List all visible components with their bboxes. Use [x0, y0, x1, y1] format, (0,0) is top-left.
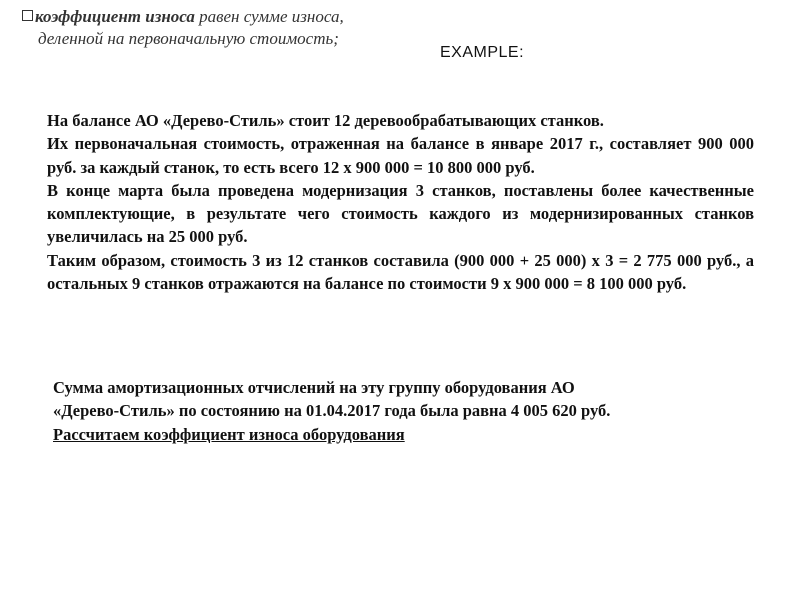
calculate-link: Рассчитаем коэффициент износа оборудования [53, 424, 405, 444]
summary-block [53, 376, 773, 446]
definition-line2: деленной на первоначальную стоимость; [38, 29, 339, 48]
paragraph-balance: На балансе АО «Дерево-Стиль» стоит 12 деревообрабатывающих станков. [47, 111, 604, 130]
definition-term: коэффициент износа [35, 7, 195, 26]
paragraph-initial-cost: Их первоначальная стоимость, отраженная на балансе в январе 2017 г., составляет 900 000 руб. за каждый станок, то есть всего 12 х 900 000 = 10 800 000 руб. [47, 134, 754, 177]
checkbox-bullet-icon [22, 10, 33, 21]
example-label: EXAMPLE: [440, 44, 525, 61]
summary-line1: Сумма амортизационных отчислений на эту группу оборудования АО [53, 378, 575, 397]
paragraph-result: Таким образом, стоимость 3 из 12 станков составила (900 000 + 25 000) х 3 = 2 775 000 руб., а остальных 9 станков отражаются на балансе по стоимости 9 х 900 000 = 8 100 000 руб. [47, 250, 754, 294]
example-body [47, 109, 754, 295]
paragraph-modernization: В конце марта была проведена модернизация 3 станков, поставлены более качественные комплектующие, в результате чего стоимость каждого из модернизированных станков увеличилась на 25 000 руб. [47, 180, 754, 247]
definition-block [22, 6, 422, 50]
definition-line1-rest: равен сумме износа, [194, 7, 344, 26]
summary-line2: «Дерево-Стиль» по состоянию на 01.04.2017 года была равна 4 005 620 руб. [53, 401, 611, 421]
